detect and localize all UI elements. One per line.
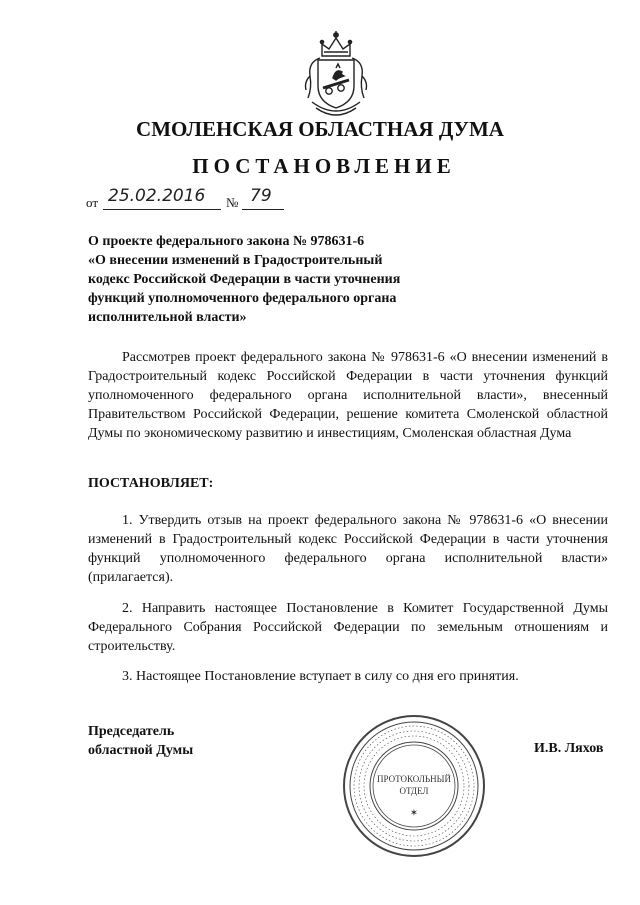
- subject-line: кодекс Российской Федерации в части уточнения: [88, 272, 401, 287]
- organization-title: СМОЛЕНСКАЯ ОБЛАСТНАЯ ДУМА: [136, 117, 504, 141]
- date-handwritten: 25.02.2016: [108, 186, 206, 206]
- subject-line: «О внесении изменений в Градостроительный: [88, 253, 383, 268]
- official-stamp: [340, 712, 488, 860]
- number-handwritten: 79: [250, 186, 272, 206]
- signatory-title-line: областной Думы: [88, 743, 194, 758]
- signatory-title: [88, 722, 238, 760]
- subject-line: исполнительной власти»: [88, 310, 247, 325]
- number-underline: [242, 209, 284, 210]
- resolution-item-2: 2. Направить настоящее Постановление в Комитет Государственной Думы Федерального Собрания Российской Федерации по земельным отношениям и строительству.: [88, 601, 608, 654]
- resolution-item-1: 1. Утвердить отзыв на проект федерального закона № 978631-6 «О внесении изменений в Градостроительный кодекс Российской Федерации в части уточнения функций уполномоченного федерального органа исполнительной власти» (прилагается).: [88, 513, 608, 585]
- resolves-heading: ПОСТАНОВЛЯЕТ:: [88, 476, 214, 491]
- date-underline: [103, 209, 221, 210]
- signatory-title-line: Председатель: [88, 724, 175, 739]
- signatory-name: И.В. Ляхов: [534, 741, 604, 756]
- subject-heading: [88, 232, 448, 327]
- subject-line: функций уполномоченного федерального органа: [88, 291, 397, 306]
- document-type-title: ПОСТАНОВЛЕНИЕ: [192, 154, 456, 178]
- coat-of-arms-emblem: [300, 28, 372, 118]
- number-label: №: [226, 195, 239, 210]
- subject-line: О проекте федерального закона № 978631-6: [88, 234, 365, 249]
- date-number-line: [86, 188, 346, 214]
- stamp-center-line-1: ПРОТОКОЛЬНЫЙ: [377, 774, 451, 784]
- date-label: от: [86, 195, 99, 210]
- stamp-center-line-2: ОТДЕЛ: [399, 786, 429, 796]
- intro-paragraph: Рассмотрев проект федерального закона № 978631-6 «О внесении изменений в Градостроительный кодекс Российской Федерации в части уточнения функций уполномоченного федерального органа исполнительной власти», внесенный Правительством Российской Федерации, решение комитета Смоленской областной Думы по экономическому развитию и инвестициям, Смоленская областная Дума: [88, 350, 608, 441]
- resolution-item-3: 3. Настоящее Постановление вступает в силу со дня его принятия.: [122, 669, 519, 684]
- stamp-star-icon: ✶: [409, 808, 419, 819]
